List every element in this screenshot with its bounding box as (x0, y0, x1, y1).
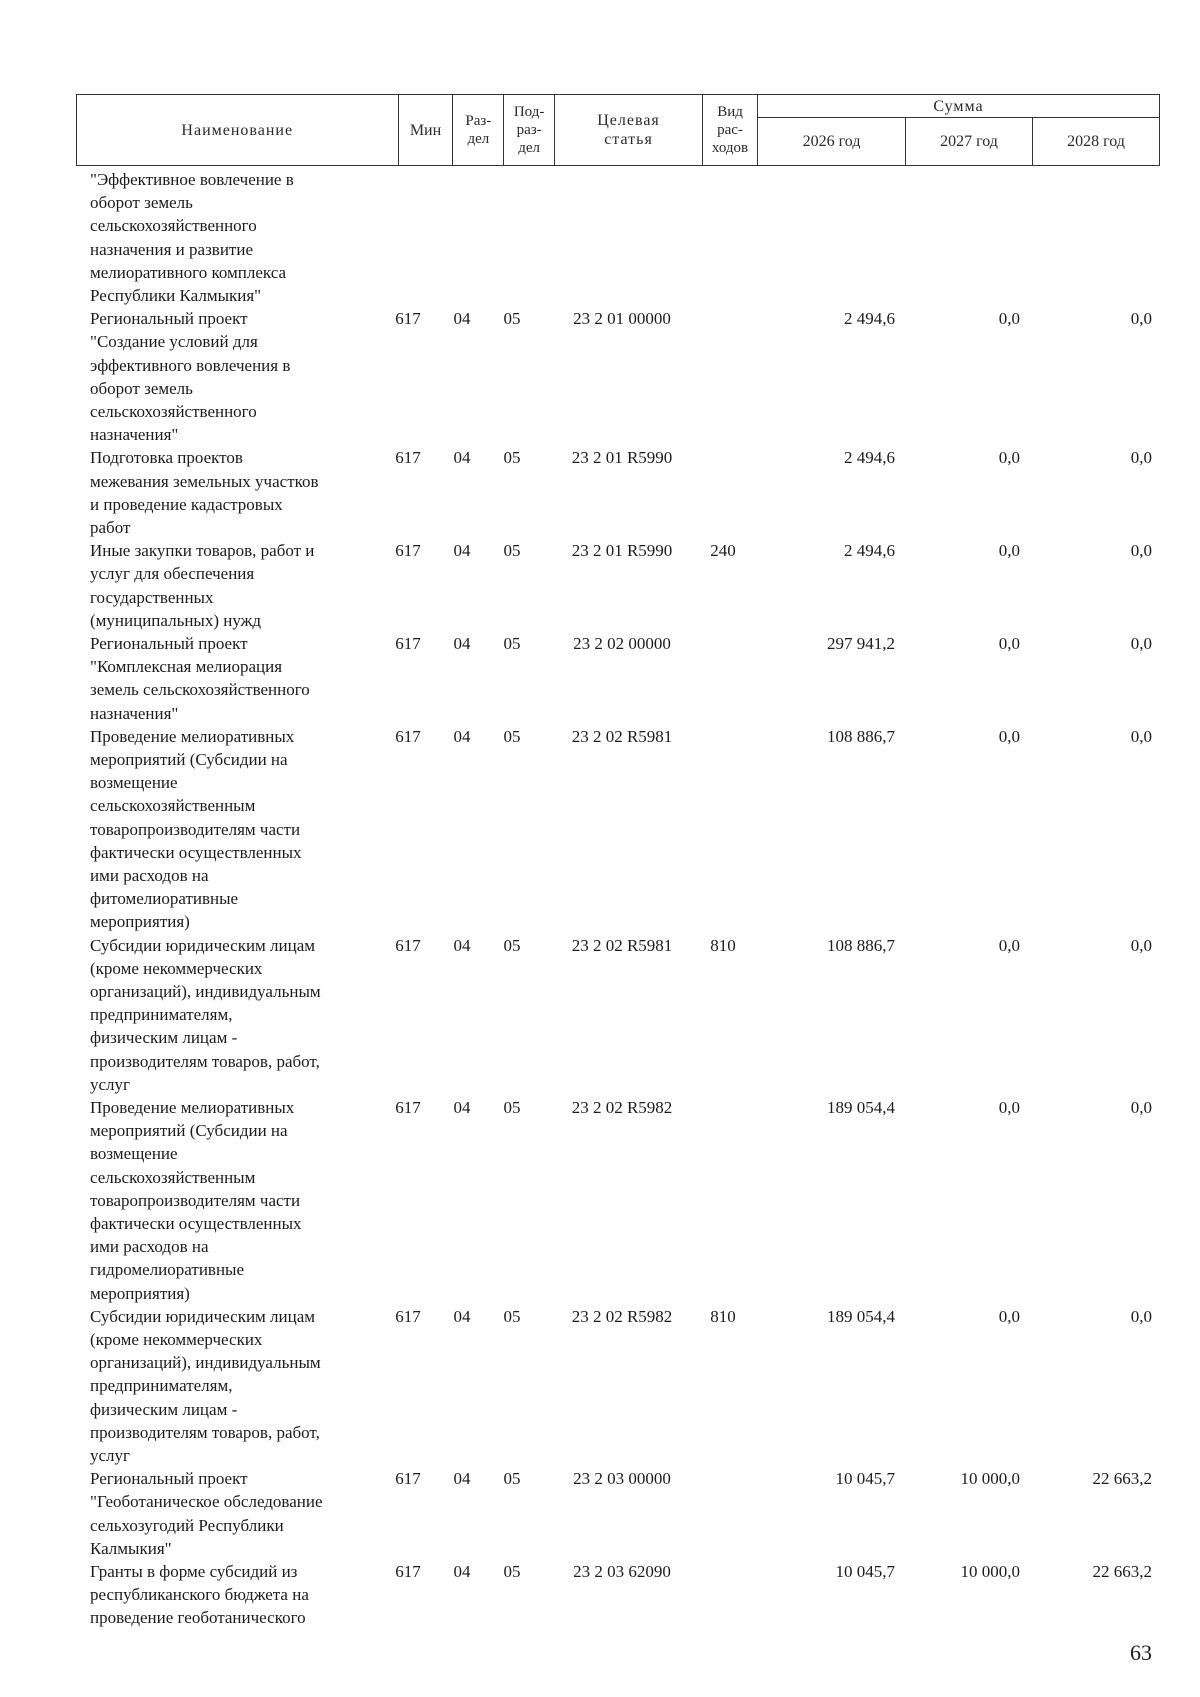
row-min: 617 (395, 309, 421, 329)
row-min: 617 (395, 633, 421, 653)
table-row (0, 632, 1200, 725)
row-podrazdel: 05 (503, 1469, 521, 1489)
row-razdel: 04 (453, 309, 471, 329)
row-name: "Эффективное вовлечение в оборот земель сельскохозяйственного назначения и развитие мелиоративного комплекса Республики Калмыкия" (90, 170, 294, 306)
row-name: Региональный проект "Создание условий для эффективного вовлечения в оборот земель сельскохозяйственного назначения" (90, 309, 291, 445)
table-row (0, 307, 1200, 446)
row-sum-2026: 2 494,6 (844, 541, 895, 561)
row-podrazdel: 05 (503, 633, 521, 653)
row-razdel: 04 (453, 541, 471, 561)
row-podrazdel: 05 (503, 541, 521, 561)
table-row (0, 446, 1200, 539)
row-razdel: 04 (453, 1097, 471, 1117)
table-header (76, 94, 1160, 166)
row-min: 617 (395, 1097, 421, 1117)
row-sum-2028: 0,0 (1130, 633, 1152, 653)
row-sum-2027: 0,0 (998, 726, 1020, 746)
row-sum-2027: 0,0 (998, 448, 1020, 468)
row-celevaya: 23 2 01 R5990 (571, 448, 673, 468)
row-min: 617 (395, 935, 421, 955)
row-sum-2028: 0,0 (1130, 309, 1152, 329)
row-vid: 240 (710, 541, 736, 561)
header-year-2027: 2027 год (906, 118, 1033, 166)
header-year-2026: 2026 год (758, 118, 906, 166)
header-year-2028: 2028 год (1032, 118, 1159, 166)
row-razdel: 04 (453, 1306, 471, 1326)
row-name: Гранты в форме субсидий из республиканского бюджета на проведение геоботанического (90, 1561, 309, 1628)
row-sum-2027: 0,0 (998, 541, 1020, 561)
row-sum-2028: 22 663,2 (1092, 1469, 1152, 1489)
page-number: 63 (1130, 1640, 1152, 1665)
row-min: 617 (395, 1306, 421, 1326)
row-vid: 810 (710, 1306, 736, 1326)
row-sum-2027: 0,0 (998, 633, 1020, 653)
row-sum-2026: 2 494,6 (844, 309, 895, 329)
table-row (0, 725, 1200, 934)
header-min: Мин (398, 95, 453, 166)
table-row (0, 539, 1200, 632)
row-razdel: 04 (453, 448, 471, 468)
row-sum-2026: 10 045,7 (835, 1561, 895, 1581)
table-row (0, 1096, 1200, 1305)
row-sum-2026: 108 886,7 (827, 935, 895, 955)
row-sum-2026: 2 494,6 (844, 448, 895, 468)
header-name: Наименование (77, 95, 399, 166)
row-celevaya: 23 2 02 R5982 (571, 1306, 673, 1326)
row-podrazdel: 05 (503, 1097, 521, 1117)
row-sum-2028: 0,0 (1130, 935, 1152, 955)
table-row (0, 1560, 1200, 1630)
table-row (0, 1467, 1200, 1560)
header-celevaya: Целевая статья (554, 95, 702, 166)
row-sum-2028: 0,0 (1130, 726, 1152, 746)
row-razdel: 04 (453, 1561, 471, 1581)
row-sum-2028: 0,0 (1130, 541, 1152, 561)
row-celevaya: 23 2 03 00000 (573, 1469, 671, 1489)
header-vid: Вид рас- ходов (703, 95, 758, 166)
row-vid: 810 (710, 935, 736, 955)
row-sum-2026: 189 054,4 (827, 1097, 895, 1117)
row-sum-2028: 0,0 (1130, 448, 1152, 468)
row-sum-2027: 10 000,0 (960, 1561, 1020, 1581)
row-min: 617 (395, 1561, 421, 1581)
header-podrazdel: Под- раз- дел (504, 95, 555, 166)
row-name: Региональный проект "Геоботаническое обследование сельхозугодий Республики Калмыкия" (90, 1469, 323, 1558)
row-min: 617 (395, 541, 421, 561)
row-podrazdel: 05 (503, 309, 521, 329)
row-name: Субсидии юридическим лицам (кроме некоммерческих организаций), индивидуальным предпринимателям, физическим лицам - производителям товаров, работ, услуг (90, 1306, 321, 1465)
row-sum-2027: 0,0 (998, 935, 1020, 955)
row-razdel: 04 (453, 726, 471, 746)
row-min: 617 (395, 726, 421, 746)
row-name: Проведение мелиоративных мероприятий (Субсидии на возмещение сельскохозяйственным товаропроизводителям части фактически осуществленных ими расходов на фитомелиоративные мероприятия) (90, 726, 302, 932)
row-sum-2026: 297 941,2 (827, 633, 895, 653)
row-celevaya: 23 2 02 R5982 (571, 1097, 673, 1117)
table-row (0, 1305, 1200, 1467)
row-razdel: 04 (453, 935, 471, 955)
row-min: 617 (395, 448, 421, 468)
header-razdel: Раз- дел (453, 95, 504, 166)
row-name: Иные закупки товаров, работ и услуг для обеспечения государственных (муниципальных) нужд (90, 541, 315, 630)
row-razdel: 04 (453, 1469, 471, 1489)
row-podrazdel: 05 (503, 448, 521, 468)
row-sum-2026: 189 054,4 (827, 1306, 895, 1326)
row-sum-2028: 22 663,2 (1092, 1561, 1152, 1581)
row-min: 617 (395, 1469, 421, 1489)
row-sum-2028: 0,0 (1130, 1306, 1152, 1326)
table-body (0, 168, 1200, 1630)
row-name: Субсидии юридическим лицам (кроме некоммерческих организаций), индивидуальным предпринимателям, физическим лицам - производителям товаров, работ, услуг (90, 935, 321, 1094)
row-sum-2027: 0,0 (998, 1306, 1020, 1326)
row-name: Региональный проект "Комплексная мелиорация земель сельскохозяйственного назначения" (90, 633, 310, 723)
row-sum-2026: 108 886,7 (827, 726, 895, 746)
header-summa: Сумма (758, 95, 1160, 118)
row-podrazdel: 05 (503, 1561, 521, 1581)
row-sum-2027: 0,0 (998, 1097, 1020, 1117)
row-razdel: 04 (453, 633, 471, 653)
row-celevaya: 23 2 02 R5981 (571, 935, 673, 955)
row-celevaya: 23 2 02 00000 (573, 633, 671, 653)
table-row (0, 934, 1200, 1096)
row-sum-2028: 0,0 (1130, 1097, 1152, 1117)
row-celevaya: 23 2 01 00000 (573, 309, 671, 329)
row-name: Проведение мелиоративных мероприятий (Субсидии на возмещение сельскохозяйственным товаропроизводителям части фактически осуществленных ими расходов на гидромелиоративные мероприятия) (90, 1097, 302, 1303)
row-celevaya: 23 2 03 62090 (573, 1561, 671, 1581)
row-celevaya: 23 2 02 R5981 (571, 726, 673, 746)
row-podrazdel: 05 (503, 726, 521, 746)
row-sum-2027: 10 000,0 (960, 1469, 1020, 1489)
row-celevaya: 23 2 01 R5990 (571, 541, 673, 561)
table-row (0, 168, 1200, 307)
row-name: Подготовка проектов межевания земельных участков и проведение кадастровых работ (90, 448, 319, 537)
row-sum-2026: 10 045,7 (835, 1469, 895, 1489)
row-podrazdel: 05 (503, 935, 521, 955)
row-podrazdel: 05 (503, 1306, 521, 1326)
row-sum-2027: 0,0 (998, 309, 1020, 329)
